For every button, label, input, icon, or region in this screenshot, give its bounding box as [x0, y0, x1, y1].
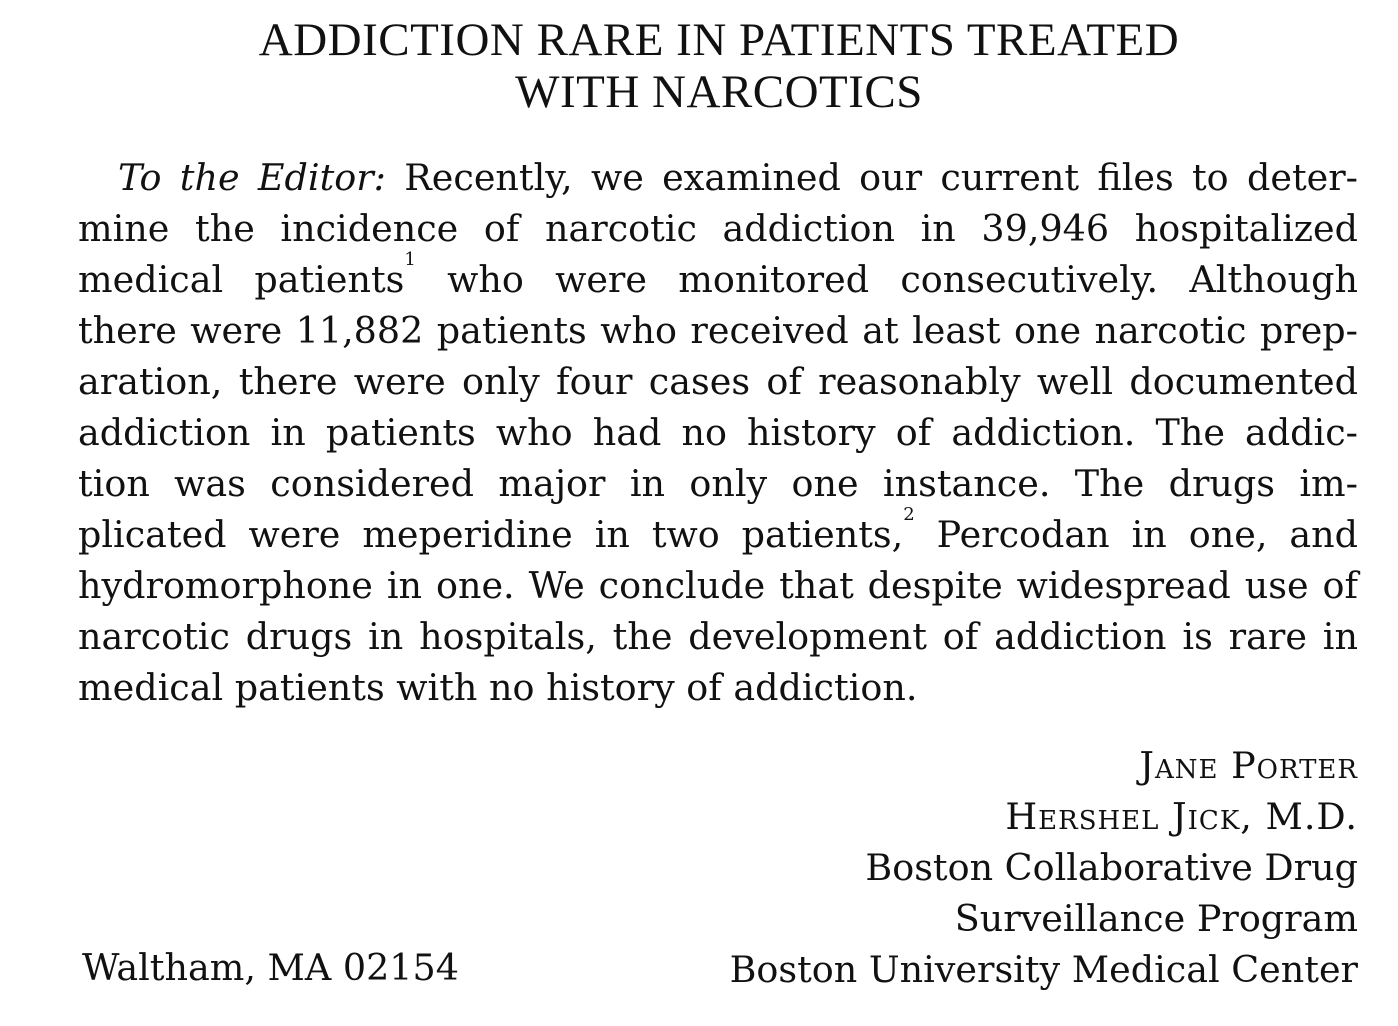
body-text: plicated were meperidine in two patients,	[78, 513, 904, 556]
body-text: Recently, we examined our current files to deter-	[385, 156, 1358, 199]
affiliation-line: Boston Collaborative Drug	[865, 846, 1358, 889]
title-line-2: WITH NARCOTICS	[515, 66, 923, 118]
body-line-2: mine the incidence of narcotic addiction in 39,946 hospitalized	[78, 207, 1358, 250]
location-address: Waltham, MA 02154	[82, 946, 459, 989]
body-line-10: narcotic drugs in hospitals, the development of addiction is rare in	[78, 615, 1358, 658]
title-line-1: ADDICTION RARE IN PATIENTS TREATED	[258, 14, 1180, 66]
footnote-ref-2: 2	[903, 504, 915, 525]
author-name: Jane Porter	[1139, 744, 1358, 787]
body-text: Percodan in one, and	[914, 513, 1358, 556]
body-line-9: hydromorphone in one. We conclude that despite widespread use of	[78, 564, 1358, 607]
footnote-ref-1: 1	[404, 249, 416, 270]
body-text: who were monitored consecutively. Although	[415, 258, 1358, 301]
affiliation-line: Boston University Medical Center	[729, 948, 1358, 991]
body-line-1	[78, 152, 1358, 203]
affiliation-line: Surveillance Program	[954, 897, 1358, 940]
salutation: To the Editor:	[118, 156, 386, 199]
body-line-6: addiction in patients who had no history of addiction. The addic-	[78, 411, 1358, 454]
author-name: Hershel Jick, M.D.	[1005, 795, 1358, 838]
body-text: medical patients	[78, 258, 405, 301]
body-line-7: tion was considered major in only one instance. The drugs im-	[78, 462, 1358, 505]
body-line-8	[78, 504, 1358, 560]
body-line-5: aration, there were only four cases of reasonably well documented	[78, 360, 1358, 403]
letter-body	[78, 152, 1358, 713]
body-line-11: medical patients with no history of addiction.	[78, 666, 918, 709]
article-title	[80, 14, 1358, 118]
signature-block	[730, 740, 1358, 995]
body-line-4: there were 11,882 patients who received at least one narcotic prep-	[78, 309, 1358, 352]
body-line-3	[78, 249, 1358, 305]
